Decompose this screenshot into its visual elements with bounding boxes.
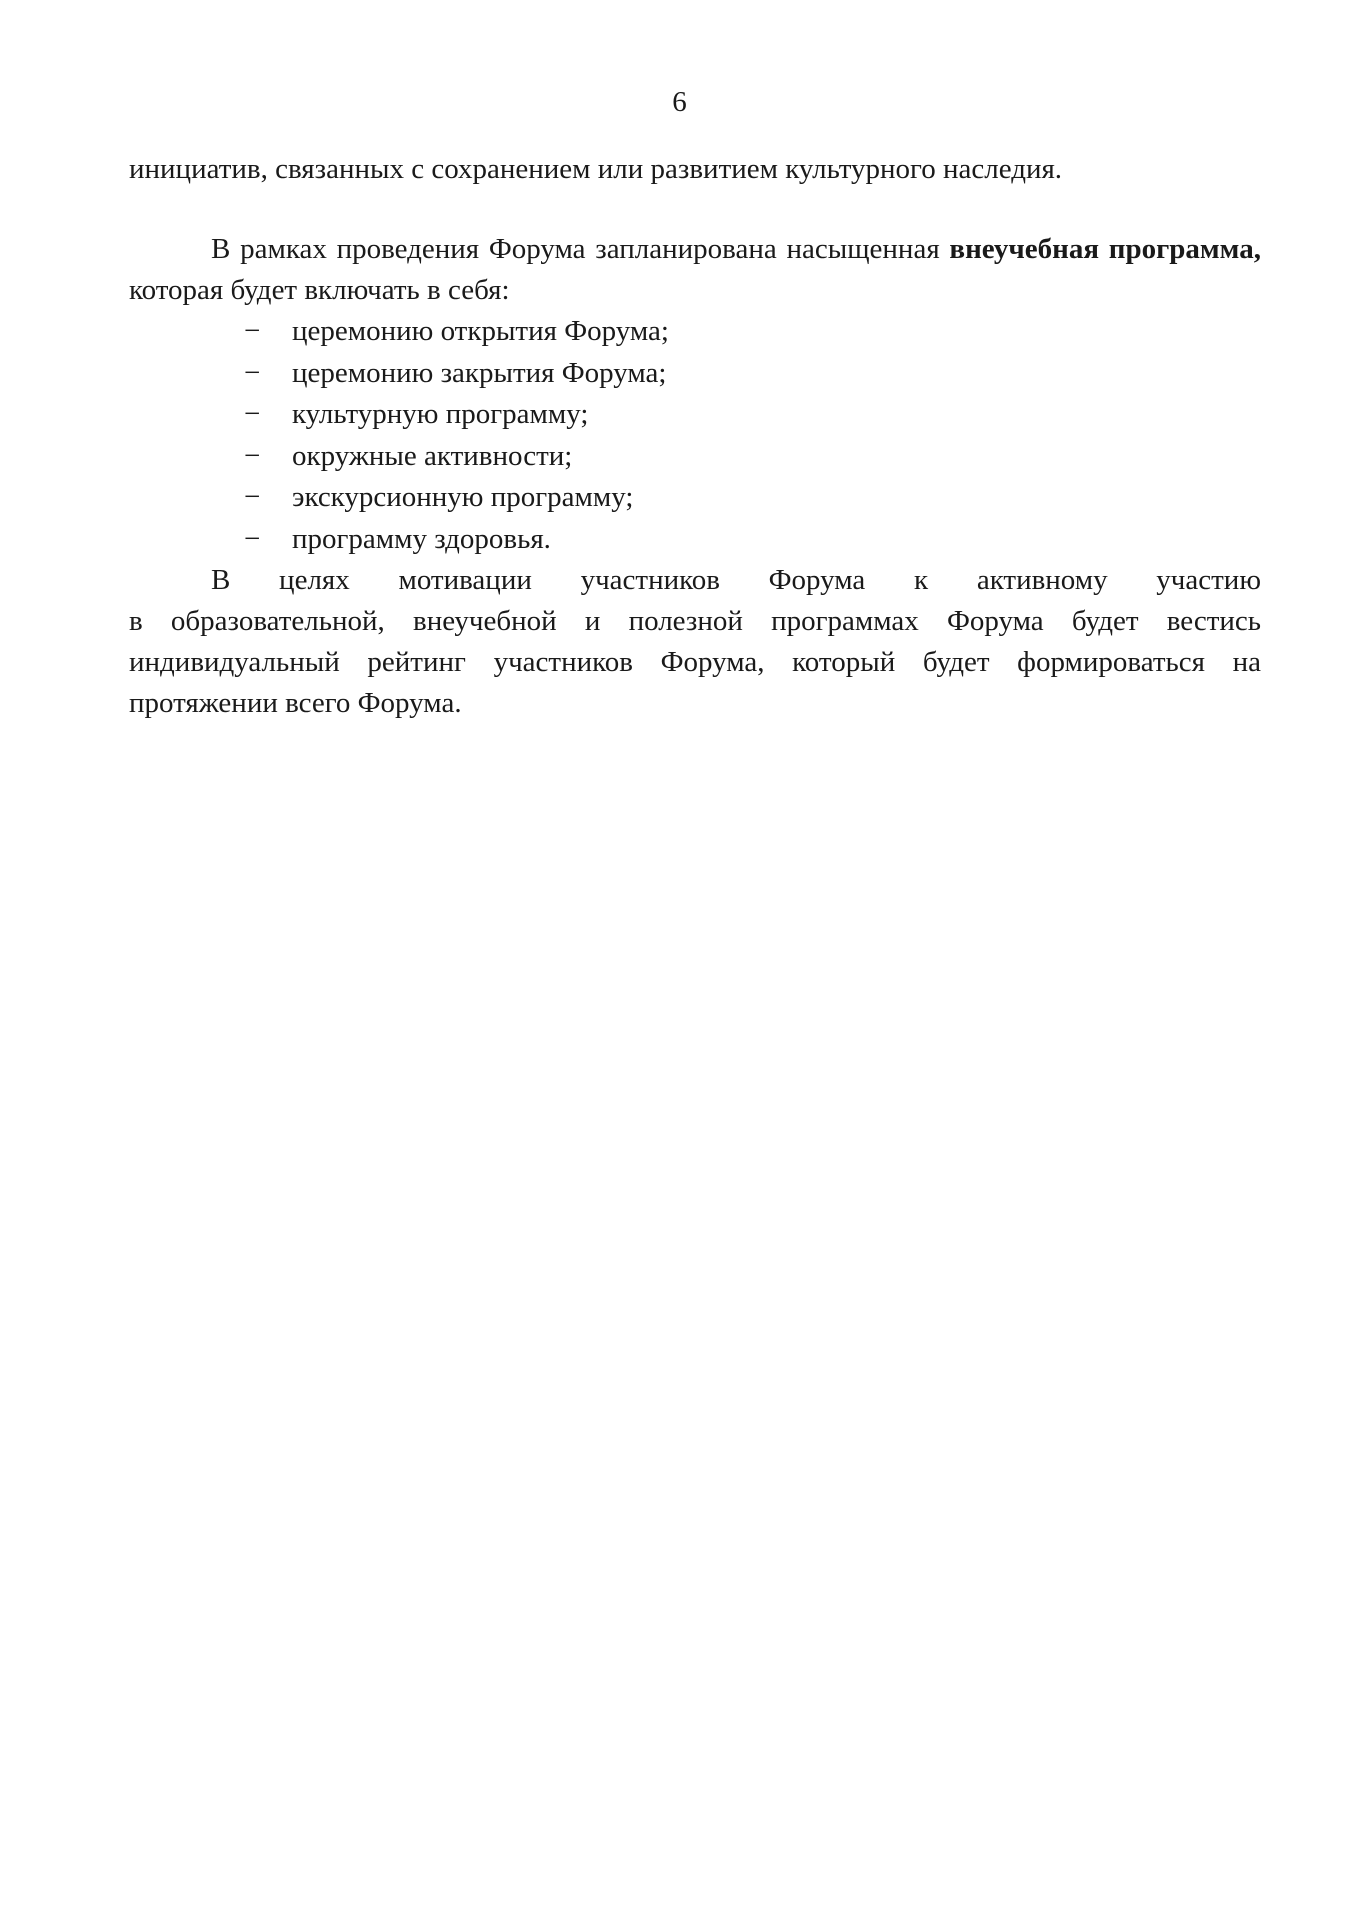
dash-bullet: − <box>244 439 261 472</box>
list-item-text: окружные активности; <box>292 439 573 472</box>
list-item <box>129 436 1261 478</box>
motivation-paragraph-first-line: В целях мотивации участников Форума к активному участию <box>211 564 1261 596</box>
list-item-text: экскурсионную программу; <box>292 481 634 513</box>
list-item <box>129 394 1261 436</box>
list-item-text: церемонию закрытия Форума; <box>292 356 667 389</box>
dash-bullet: − <box>244 481 261 513</box>
motivation-paragraph-rest: в образовательной, внеучебной и полезной программах Форума будет вестись индивидуальный рейтинг участников Форума, который будет формироваться на протяжении всего Форума. <box>129 605 1261 719</box>
continuation-paragraph: инициатив, связанных с сохранением или развитием культурного наследия. <box>129 153 1063 185</box>
dash-bullet: − <box>244 398 261 430</box>
program-list <box>129 311 1261 560</box>
list-item <box>129 311 1261 353</box>
page-content <box>129 149 1261 724</box>
intro-text-start: В рамках проведения Форума запланирована насыщенная <box>211 233 950 265</box>
intro-paragraph <box>129 229 1261 311</box>
intro-bold-term: внеучебная программа, <box>949 233 1261 265</box>
list-item <box>129 477 1261 519</box>
intro-text-end: которая будет включать в себя: <box>129 274 510 306</box>
page-number: 6 <box>672 86 687 118</box>
list-item-text: церемонию открытия Форума; <box>292 315 669 347</box>
dash-bullet: − <box>244 315 261 347</box>
list-item-text: культурную программу; <box>292 398 589 430</box>
dash-bullet: − <box>244 522 261 555</box>
list-item-text: программу здоровья. <box>292 522 551 555</box>
dash-bullet: − <box>244 356 261 389</box>
list-item <box>129 353 1261 395</box>
list-item <box>129 519 1261 561</box>
